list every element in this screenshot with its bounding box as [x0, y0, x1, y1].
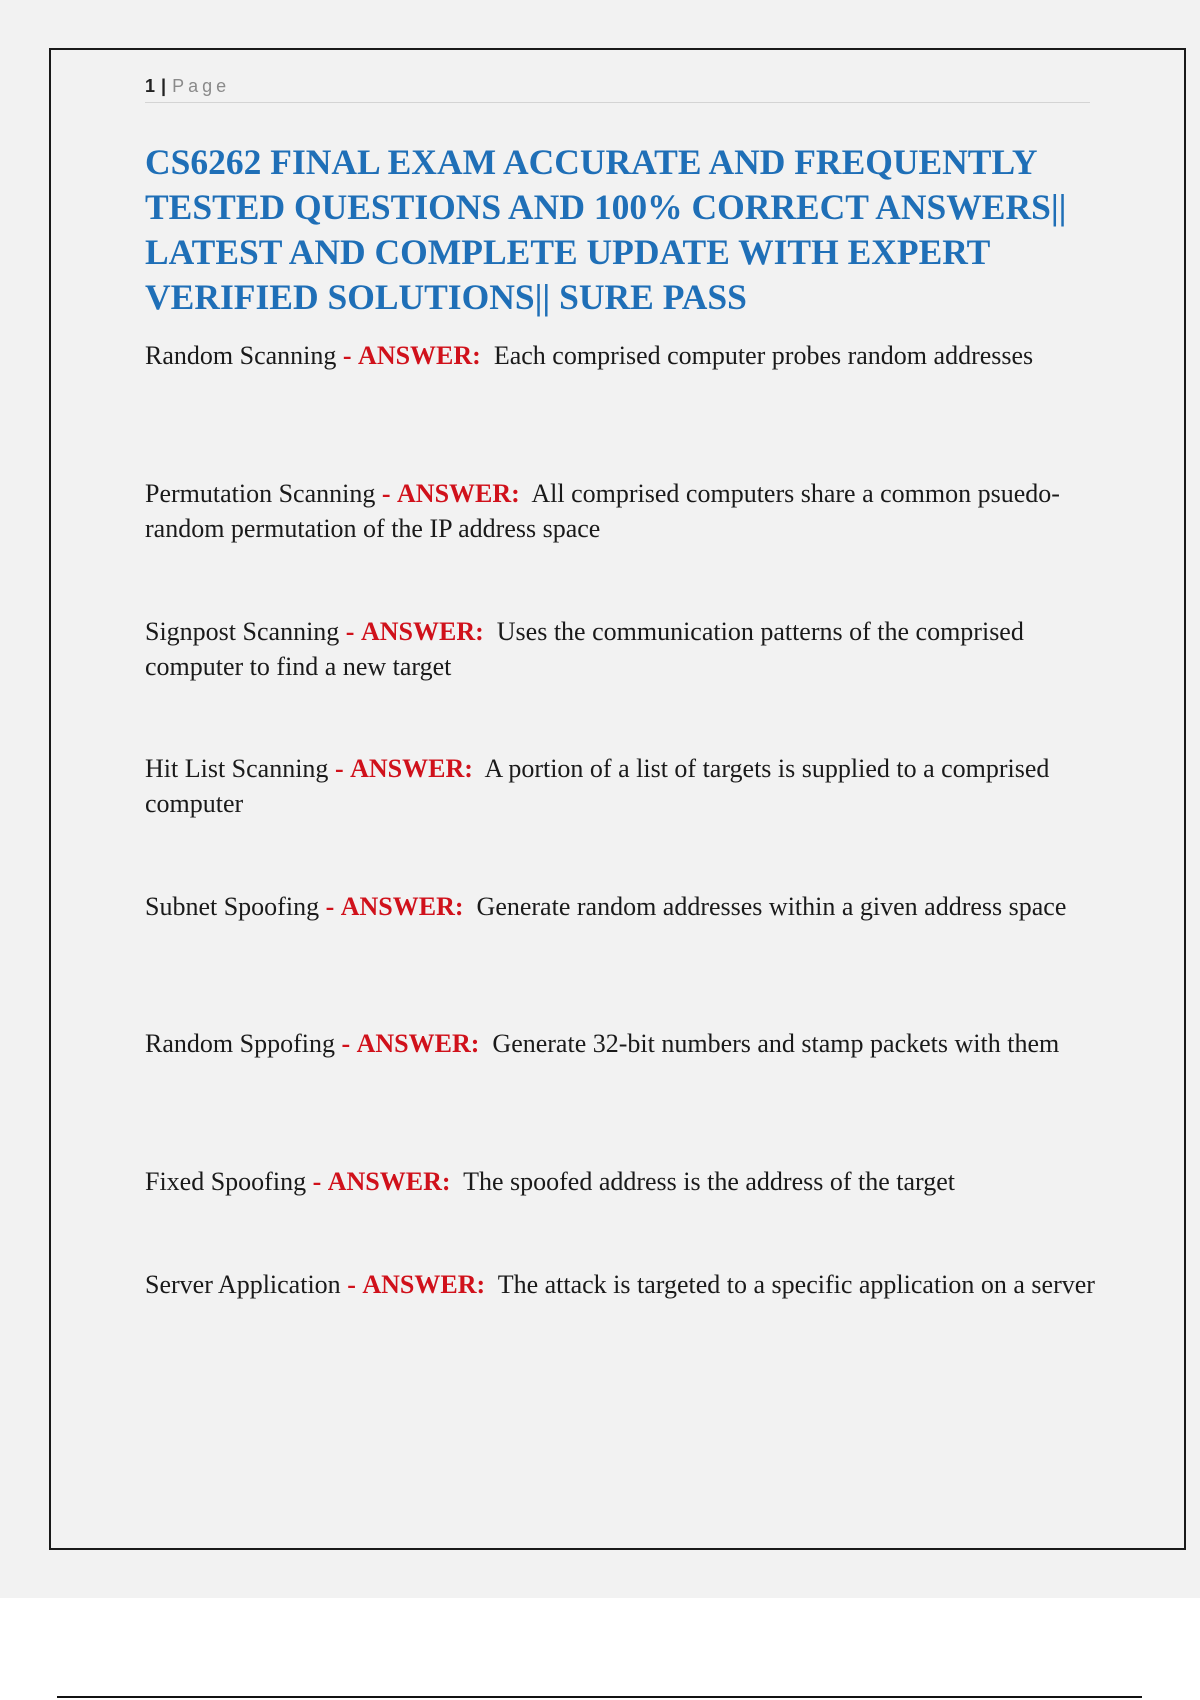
answer-dash: - [347, 1270, 356, 1299]
qa-item [145, 1026, 1095, 1061]
answer-dash: - [334, 754, 344, 783]
qa-term: Server Application [145, 1270, 341, 1299]
answer-marker: ANSWER: [362, 1270, 486, 1299]
answer-dash: - [381, 479, 391, 508]
qa-term: Random Sppofing [145, 1029, 335, 1058]
qa-definition: Uses the communication patterns of the comprised computer to find a new target [145, 617, 1024, 681]
qa-definition: All comprised computers share a common psuedo-random permutation of the IP address space [145, 479, 1060, 543]
qa-item [145, 1164, 1095, 1199]
answer-dash: - [345, 617, 355, 646]
answer-marker: ANSWER: [360, 617, 484, 646]
qa-definition: The attack is targeted to a specific application on a server [497, 1270, 1095, 1299]
qa-item [145, 338, 1095, 373]
answer-marker: ANSWER: [327, 1167, 451, 1196]
qa-item [145, 1267, 1095, 1302]
qa-item [145, 889, 1095, 924]
qa-item [145, 476, 1095, 546]
qa-term: Permutation Scanning [145, 479, 376, 508]
qa-term: Subnet Spoofing [145, 892, 320, 921]
qa-definition: Generate random addresses within a given address space [476, 892, 1067, 921]
qa-definition: Generate 32-bit numbers and stamp packets with them [492, 1029, 1060, 1058]
qa-definition: A portion of a list of targets is supplied to a comprised computer [145, 754, 1050, 818]
document-title: CS6262 FINAL EXAM ACCURATE AND FREQUENTLY TESTED QUESTIONS AND 100% CORRECT ANSWERS|| LATEST AND COMPLETE UPDATE WITH EXPERT VERIFIED SOLUTIONS|| SURE PASS [145, 142, 1067, 317]
header-separator: | [161, 76, 167, 96]
qa-term: Signpost Scanning [145, 617, 340, 646]
answer-marker: ANSWER: [340, 892, 464, 921]
answer-dash: - [325, 892, 335, 921]
bottom-divider [57, 1696, 1142, 1698]
answer-dash: - [341, 1029, 351, 1058]
qa-definition: The spoofed address is the address of the target [463, 1167, 956, 1196]
answer-marker: ANSWER: [358, 341, 481, 370]
qa-item [145, 614, 1095, 684]
qa-term: Fixed Spoofing [145, 1167, 307, 1196]
qa-term: Hit List Scanning [145, 754, 329, 783]
qa-term: Random Scanning [145, 341, 337, 370]
answer-marker: ANSWER: [397, 479, 520, 508]
page-label: Page [172, 76, 231, 96]
page-number: 1 [145, 76, 156, 96]
answer-dash: - [342, 341, 352, 370]
qa-item [145, 751, 1095, 821]
page-header [145, 70, 1090, 103]
answer-marker: ANSWER: [350, 754, 473, 783]
answer-dash: - [312, 1167, 322, 1196]
qa-definition: Each comprised computer probes random addresses [493, 341, 1034, 370]
answer-marker: ANSWER: [356, 1029, 480, 1058]
